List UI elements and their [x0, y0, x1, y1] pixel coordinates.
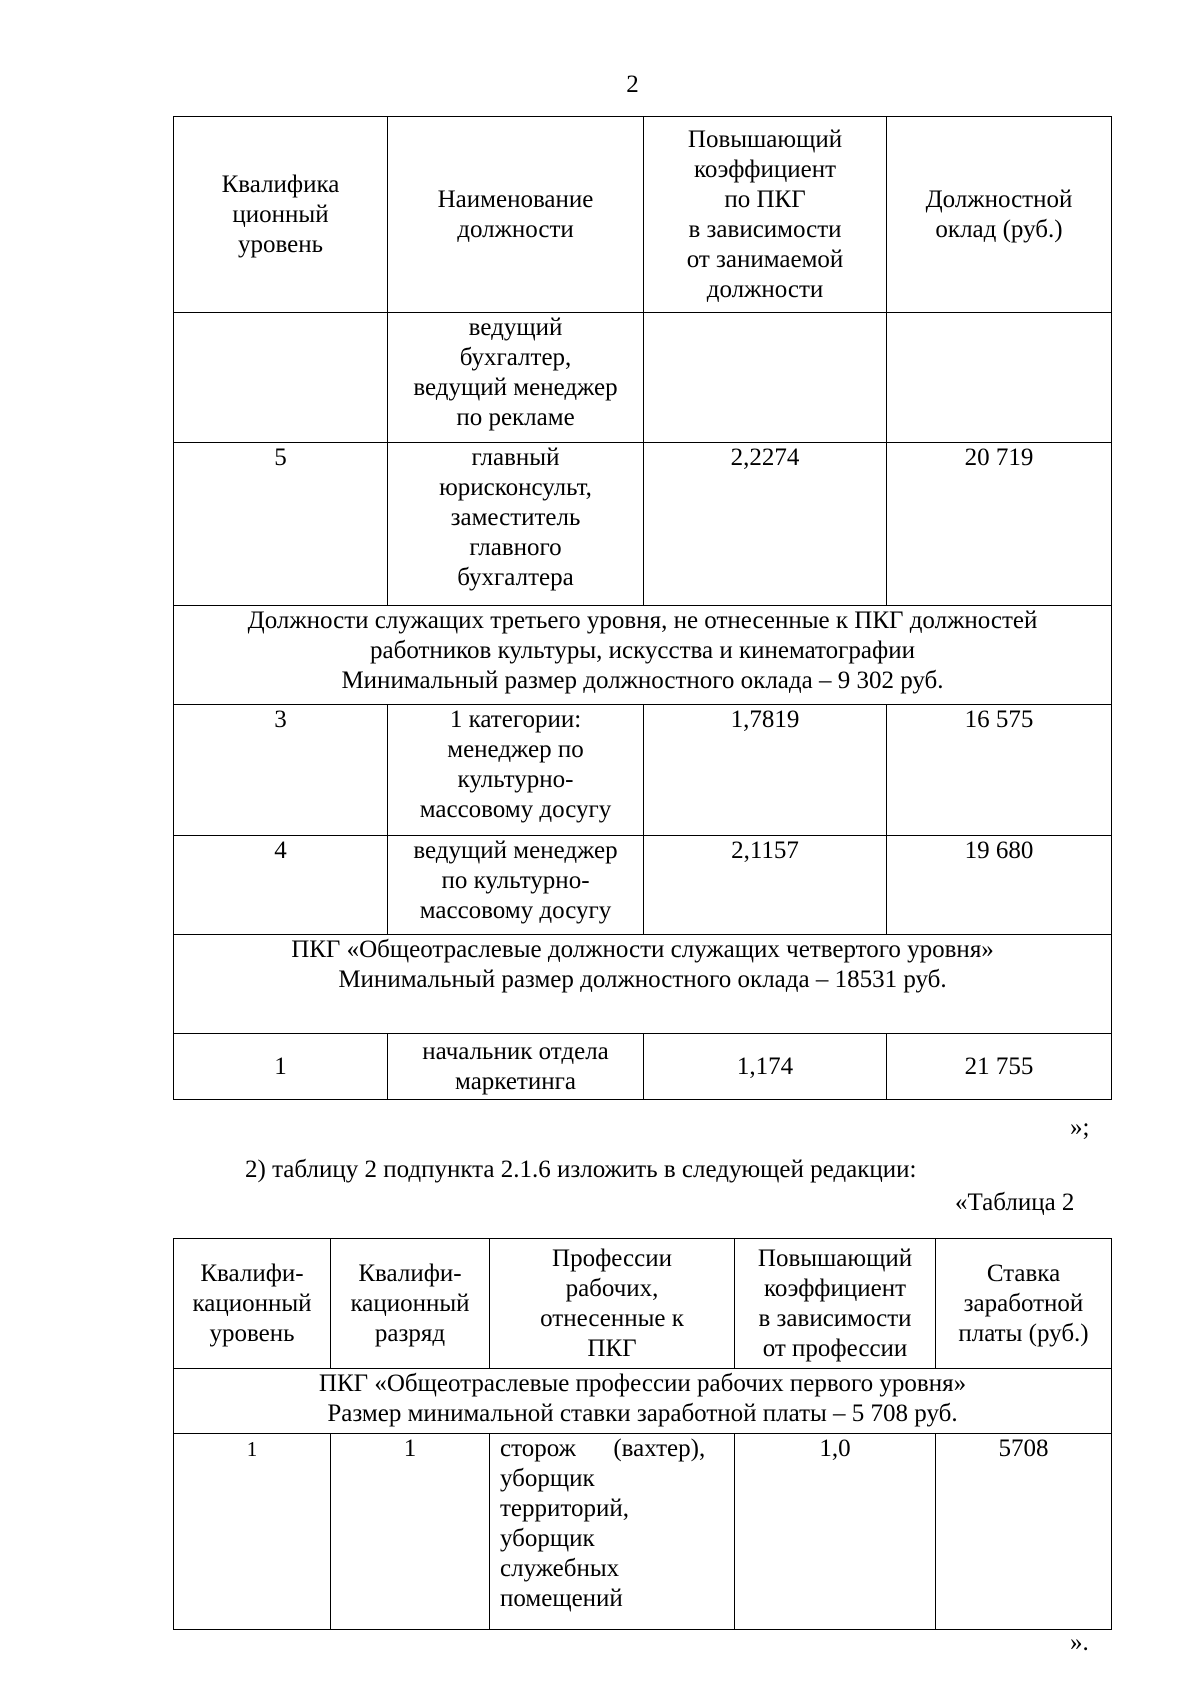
- table-row: [174, 313, 1112, 443]
- salary-cell: 20 719: [887, 443, 1112, 606]
- coefficient-cell: 1,7819: [644, 705, 887, 836]
- table-row: [174, 705, 1112, 836]
- group-heading-row: [174, 935, 1112, 1034]
- table2-caption: «Таблица 2: [955, 1189, 1075, 1216]
- level-cell: 1: [174, 1034, 388, 1100]
- coefficient-cell: 1,174: [644, 1034, 887, 1100]
- salary-cell: [887, 313, 1112, 443]
- position-name-cell: 1 категории: менеджер по культурно- массовому досугу: [388, 705, 644, 836]
- rate-cell: 5708: [936, 1434, 1112, 1630]
- position-name-cell: главный юрисконсульт, заместитель главного бухгалтера: [388, 443, 644, 606]
- group-heading-row: [174, 1369, 1112, 1434]
- table1-header-level: Квалифика ционный уровень: [174, 117, 388, 313]
- grade-cell: 1: [331, 1434, 490, 1630]
- profession-cell: [490, 1434, 735, 1630]
- salary-cell: 16 575: [887, 705, 1112, 836]
- level-cell: [174, 313, 388, 443]
- wage-rate-table-2: [173, 1238, 1112, 1630]
- coefficient-cell: 2,1157: [644, 836, 887, 935]
- coefficient-cell: [644, 313, 887, 443]
- profession-first-line: сторож (вахтер),: [500, 1435, 706, 1462]
- group-heading-level4: ПКГ «Общеотраслевые должности служащих четвертого уровня» Минимальный размер должностного оклада – 18531 руб.: [174, 935, 1112, 1034]
- coefficient-cell: 2,2274: [644, 443, 887, 606]
- level-cell: 3: [174, 705, 388, 836]
- table1-header-salary: Должностной оклад (руб.): [887, 117, 1112, 313]
- table1-header-coef: Повышающий коэффициент по ПКГ в зависимости от занимаемой должности: [644, 117, 887, 313]
- position-name-cell: ведущий бухгалтер, ведущий менеджер по рекламе: [388, 313, 644, 443]
- group-heading-workers-level1: ПКГ «Общеотраслевые профессии рабочих первого уровня» Размер минимальной ставки заработной платы – 5 708 руб.: [174, 1369, 1112, 1434]
- table-row: [174, 836, 1112, 935]
- group-heading-level3: Должности служащих третьего уровня, не отнесенные к ПКГ должностей работников культуры, искусства и кинематографии Минимальный размер должностного оклада – 9 302 руб.: [174, 606, 1112, 705]
- table2-header-coef: Повышающий коэффициент в зависимости от профессии: [735, 1239, 936, 1369]
- salary-cell: 19 680: [887, 836, 1112, 935]
- level-cell: 1: [174, 1434, 331, 1630]
- table2-header-rate: Ставка заработной платы (руб.): [936, 1239, 1112, 1369]
- table-row: [174, 1434, 1112, 1630]
- profession-rest: уборщик территорий, уборщик служебных помещений: [500, 1465, 630, 1612]
- table-row: [174, 443, 1112, 606]
- table1-header-row: [174, 117, 1112, 313]
- closing-quote-1: »;: [1070, 1114, 1090, 1141]
- salary-table-1: [173, 116, 1112, 1100]
- position-name-cell: начальник отдела маркетинга: [388, 1034, 644, 1100]
- table2-header-profession: Профессии рабочих, отнесенные к ПКГ: [490, 1239, 735, 1369]
- group-heading-row: [174, 606, 1112, 705]
- closing-quote-2: ».: [1070, 1629, 1089, 1656]
- page-number: 2: [626, 71, 639, 98]
- level-cell: 5: [174, 443, 388, 606]
- position-name-cell: ведущий менеджер по культурно- массовому досугу: [388, 836, 644, 935]
- table2-header-grade: Квалифи- кационный разряд: [331, 1239, 490, 1369]
- table2-header-row: [174, 1239, 1112, 1369]
- coefficient-cell: 1,0: [735, 1434, 936, 1630]
- salary-cell: 21 755: [887, 1034, 1112, 1100]
- table-row: [174, 1034, 1112, 1100]
- table1-header-name: Наименование должности: [388, 117, 644, 313]
- amendment-paragraph-text: 2) таблицу 2 подпункта 2.1.6 изложить в следующей редакции:: [245, 1156, 917, 1183]
- level-cell: 4: [174, 836, 388, 935]
- table2-header-level: Квалифи- кационный уровень: [174, 1239, 331, 1369]
